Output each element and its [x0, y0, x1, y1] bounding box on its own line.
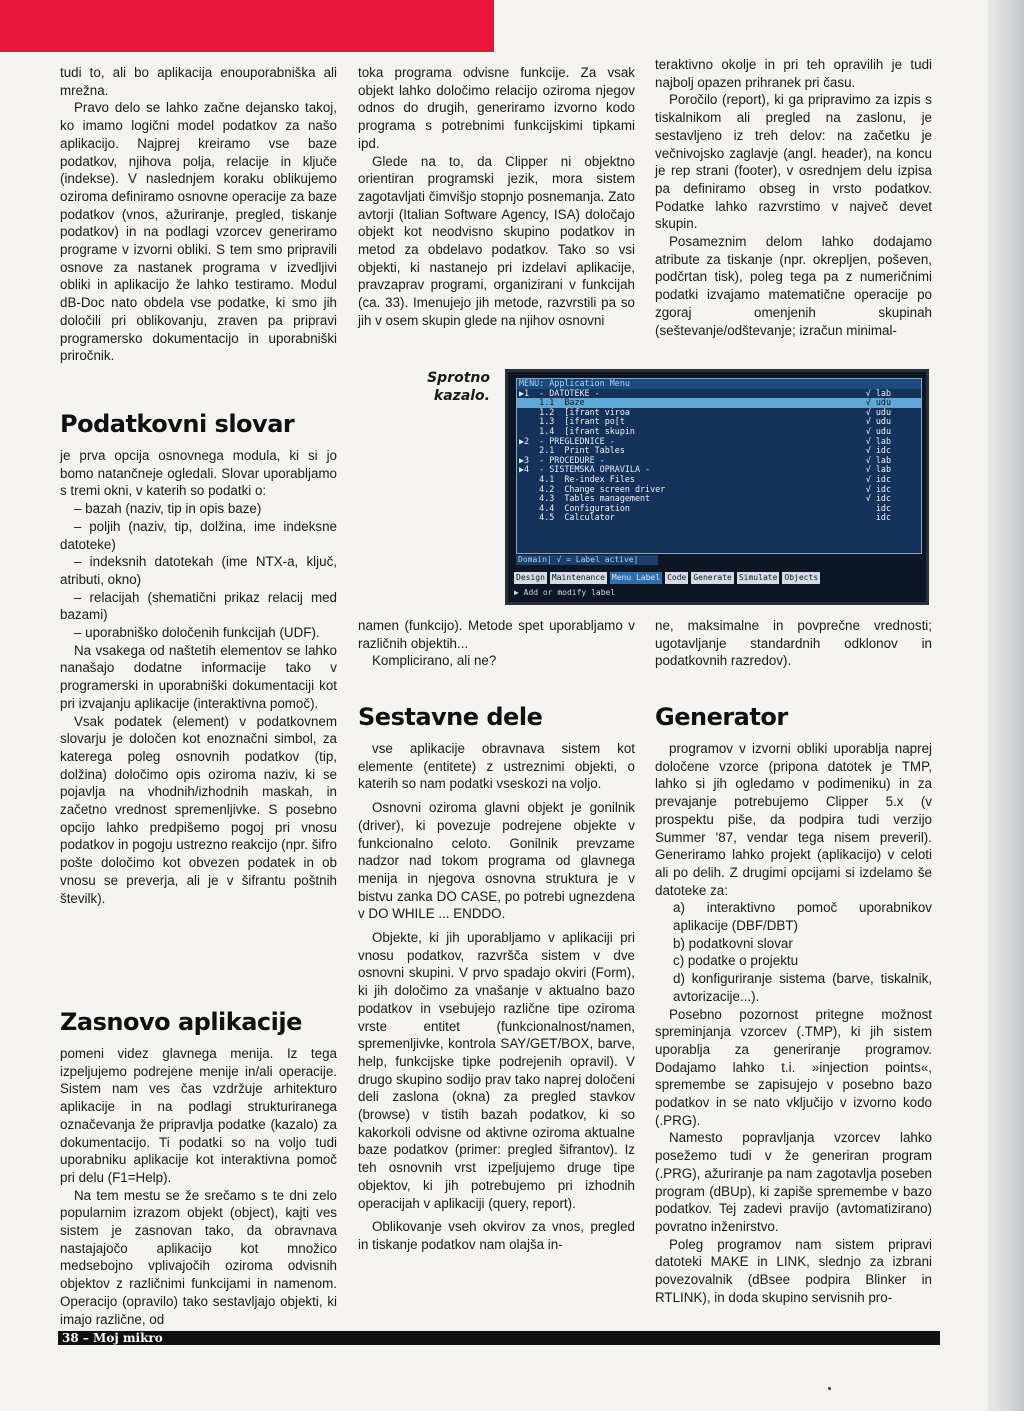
column-3-intro — [655, 56, 932, 339]
status-line: Domain| √ = Label active| — [516, 555, 658, 565]
paragraph: programov v izvorni obliki uporablja naprej določene vzorce (pripona datotek je TMP, lahko si jih ogledamo v podimeniku) in za prevajanje potrebujemo Clipper 5.x (v prospektu piše, da podpira tudi verzijo Summer '87, vendar tega nisem preveril). Generiramo lahko projekt (aplikacijo) v celoti ali po delih. Z drugimi opcijami si izdelamo še datoteke za: — [655, 741, 932, 898]
paragraph: Objekte, ki jih uporabljamo v aplikaciji pri vnosu podatkov, razvršča sistem v dve osnovni skupini. V prvo spadajo okviri (Form), ki jih določimo za vnašanje v aktualno bazo podatkov in vsebujejo različne tipe oziroma vrste entitet (funkcionalnost/namen, spremenljivke, kontrola SAY/GET/BOX, barve, help, funkcijske tipke podrejenih opravil). V drugo skupino sodijo prav tako naprej določeni deli zaslona (okna) za pregled stavkov (browse) v tistih bazah podatkov, ki so kakorkoli odvisne od aktivne oziroma aktualne baze podatkov (primer: pregled šifrantov). Iz teh osnovnih vrst izpeljujemo druge tipe objektov, ki jih potrebujemo pri izhodnih operacijah v aplikaciji (query, report). — [358, 930, 635, 1211]
paragraph: – poljih (naziv, tip, dolžina, ime indeksne datoteke) — [60, 518, 337, 552]
tab-menu-label[interactable]: Menu Label — [611, 573, 661, 582]
paragraph: Osnovni oziroma glavni objekt je gonilnik (driver), ki povezuje podrejene objekte v funkcionalno celoto. Gonilnik prevzame nadzor nad tokom programa od glavnega menija in njegova osnovna struktura je v bistvu zanka DO CASE, po potrebi ugnezdena v DO WHILE ... ENDDO. — [358, 800, 635, 922]
menu-item-label: 1.2 [ifrant viroa — [519, 406, 630, 417]
paragraph: Poročilo (report), ki ga pripravimo za izpis s tiskalnikom ali pregled na zaslonu, je sestavljeno iz treh delov: na začetku je večnivojsko zaglavje (angl. header), na koncu je rep strani (footer), v osrednjem delu izpisa pa definiramo obseg in vrsto podatkov. Podatke lahko razvrstimo v največ devet skupin. — [655, 92, 932, 232]
paragraph: pomeni videz glavnega menija. Iz tega izpeljujemo podrejene menije in/ali operacije. Sistem nam ves čas vzdržuje arhitekturo aplikacije in na podlagi strukturiranega označevanja že pripravlja podatke (kazalo) za dokumentacijo. Ti podatki so na voljo tudi uporabniku aplikacije kot interaktivna pomoč pri delu (F1=Help). — [60, 1046, 337, 1185]
menu-item-flag: √ udu — [865, 425, 891, 436]
column-2-sestavne — [358, 740, 635, 1254]
page-footer: 38 – Moj mikro — [62, 1331, 163, 1345]
paragraph: Na vsakega od naštetih elementov se lahko nanašajo dodatne informacije tako v programerski in uporabniški dokumentaciji kot pri izvajanju aplikacije (interaktivna pomoč). — [60, 642, 337, 711]
menu-item-label: ▶4 - SISTEMSKA OPRAVILA - — [519, 464, 651, 475]
menu-item-flag: √ lab — [865, 387, 891, 398]
footer-bar — [58, 1331, 940, 1345]
menu-item-flag: √ udu — [865, 406, 891, 417]
column-2-middle — [358, 617, 635, 670]
tab-code[interactable]: Code — [667, 573, 687, 582]
paragraph: – indeksnih datotekah (ime NTX-a, ključ, atributi, okno) — [60, 554, 337, 587]
tab-generate[interactable]: Generate — [693, 573, 732, 582]
paragraph: Poleg programov nam sistem pripravi datoteki MAKE in LINK, slednjo za izbrani povezovalnik (dBsee podpira Blinker in RTLINK), in doda skupino servisnih pro- — [655, 1236, 932, 1305]
menu-title: MENU: Application Menu — [517, 379, 921, 389]
menu-item-label: 4.1 Re-index Files — [519, 473, 635, 484]
menu-item-label: 4.5 Calculator — [519, 512, 615, 523]
menu-item-flag: √ lab — [865, 464, 891, 475]
paragraph: vse aplikacije obravnava sistem kot elemente (entitete) z ustreznimi objekti, o katerih so nam podatki vseskozi na voljo. — [358, 741, 635, 792]
red-header-band — [0, 0, 494, 52]
paragraph: – uporabniško določenih funkcijah (UDF). — [74, 625, 320, 641]
menu-item-flag: √ lab — [865, 435, 891, 446]
hint-line: ▶ Add or modify label — [514, 588, 616, 597]
menu-item-flag: √ idc — [865, 473, 891, 484]
tab-objects[interactable]: Objects — [784, 573, 819, 582]
menu-item-label: 2.1 Print Tables — [519, 445, 625, 456]
heading-generator: Generator — [655, 703, 788, 731]
paragraph: Na tem mestu se že srečamo s te dni zelo popularnim izrazom objekt (object), kajti ves sistem je zasnovan tako, da obravnava nastajajočo aplikacijo kot množico medsebojno vplivajočih oziroma odvisnih objektov z različnimi funkcijami in namenom. Operacijo (opravilo) tako sestavljajo objekti, ki imajo različne, od — [60, 1187, 337, 1327]
paragraph: namen (funkcijo). Metode spet uporabljamo v različnih objektih... — [358, 618, 635, 651]
menu-item-flag: √ udu — [865, 416, 891, 427]
heading-zasnovo-aplikacije: Zasnovo aplikacije — [60, 1008, 302, 1036]
paragraph: je prva opcija osnovnega modula, ki si jo bomo natančneje ogledali. Slovar uporabljamo s tremi okni, v katerih so podatki o: — [60, 448, 337, 499]
menu-item-label: 4.3 Tables management — [519, 493, 651, 504]
menu-item-label: ▶1 - DATOTEKE - — [519, 387, 600, 398]
tab-design[interactable]: Design — [516, 573, 545, 582]
menu-item-label: 4.2 Change screen driver — [519, 483, 666, 494]
paragraph: tudi to, ali bo aplikacija enouporabniška ali mrežna. — [60, 65, 337, 98]
page-edge — [988, 0, 1024, 1411]
menu-item-flag: √ idc — [865, 493, 891, 504]
tab-maintenance[interactable]: Maintenance — [551, 573, 605, 582]
paragraph: b) podatkovni slovar — [673, 935, 793, 951]
function-tabs — [514, 572, 820, 584]
column-1-slovar — [60, 447, 337, 907]
paragraph: Posameznim delom lahko dodajamo atribute za tiskanje (npr. okrepljen, poševen, podčrtan tisk), poleg tega pa z numeričnimi podatki izvajamo matematične operacije po zgoraj omenjenih skupinah (seštevanje/odštevanje; izračun minimal- — [655, 234, 932, 338]
menu-item[interactable] — [517, 513, 921, 523]
column-1-intro — [60, 64, 337, 365]
menu-item-label: 1.3 [ifrant po[t — [519, 416, 625, 427]
paragraph: Glede na to, da Clipper ni objektno orientiran programski jezik, mora sistem zagotavljati čimvišjo stopnjo posnemanja. Zato avtorji (Italian Software Agency, ISA) določajo objekt kot neodvisno skupino podatkov in metod za obdelavo podatkov. Tako so vsi objekti, ki nastanejo pri izdelavi aplikacije, pravzaprav programi, organizirani v funkcijah (ca. 33). Imenujejo jih metode, razvrstili pa so jih v osem skupin glede na njihov osnovni — [358, 153, 635, 328]
paragraph: d) konfiguriranje sistema (barve, tiskalnik, avtorizacije...). — [673, 971, 932, 1004]
menu-item-label: ▶2 - PREGLEDNICE - — [519, 435, 615, 446]
menu-item-flag: √ idc — [865, 445, 891, 456]
app-menu-window — [516, 378, 922, 554]
menu-item-flag: idc — [875, 512, 891, 523]
paragraph: Komplicirano, ali ne? — [372, 653, 497, 669]
menu-item-label: 1.1 Baze — [519, 397, 585, 408]
paragraph: teraktivno okolje in pri teh opravilih je tudi najbolj opazen prihranek pri času. — [655, 57, 932, 90]
tab-simulate[interactable]: Simulate — [738, 573, 778, 582]
paragraph: Oblikovanje vseh okvirov za vnos, pregled in tiskanje podatkov nam olajša in- — [358, 1219, 635, 1252]
paragraph: – bazah (naziv, tip in opis baze) — [74, 501, 262, 517]
heading-podatkovni-slovar: Podatkovni slovar — [60, 410, 295, 438]
column-3-generator — [655, 740, 932, 1307]
paragraph: Pravo delo se lahko začne dejansko takoj, ko imamo logični model podatkov za našo aplikacijo. Najprej kreiramo vse baze podatkov, njihova polja, relacije in ključe (indekse). V naslednjem koraku oblikujemo oziroma definiramo osnovne operacije za baze podatkov (vnos, ažuriranje, pregled, tiskanje podatkov) in na podlagi vzorcev generiramo programe v izvorni obliki. S tem smo pripravili osnove za nastanek programa v izvedljivi obliki in aplikacijo že lahko testiramo. Modul dB-Doc nato obdela vse podatke, ki smo jih določili pri oblikovanju, zraven pa pripravi programersko dokumentacijo in uporabniški priročnik. — [60, 100, 337, 364]
paragraph: c) podatke o projektu — [673, 953, 799, 969]
menu-item-flag: √ idc — [865, 483, 891, 494]
speck — [828, 1387, 831, 1390]
menu-item-label: 1.4 [ifrant skupin — [519, 425, 635, 436]
paragraph: ne, maksimalne in povprečne vrednosti; ugotavljanje standardnih odklonov in podatkovnih razredov). — [655, 618, 932, 669]
column-1-zasnova — [60, 1045, 337, 1328]
column-2-intro — [358, 64, 635, 330]
menu-item-label: ▶3 - PROCEDURE - — [519, 454, 605, 465]
paragraph: toka programa odvisne funkcije. Za vsak objekt lahko določimo relacijo oziroma njegov odnos do drugih, generiramo izvorno kodo programa s potrebnimi funkcijskimi tipkami ipd. — [358, 65, 635, 151]
menu-item-flag: √ lab — [865, 454, 891, 465]
screenshot-figure — [505, 369, 929, 605]
paragraph: a) interaktivno pomoč uporabnikov aplikacije (DBF/DBT) — [673, 900, 932, 934]
menu-item-flag: idc — [875, 502, 891, 513]
heading-sestavne-dele: Sestavne dele — [358, 703, 543, 731]
paragraph: Namesto popravljanja vzorcev lahko posežemo tudi v že generiran program (.PRG), ažuriranje pa nam zagotavlja poseben program (dBUp), ki zapiše spremembe v bazo podatkov. Tej zadevi pravijo (avtomatizirano) povratno inženirstvo. — [655, 1130, 932, 1234]
menu-item-flag: √ udu — [865, 397, 891, 408]
figure-caption: Sprotno kazalo. — [427, 370, 490, 404]
paragraph: Posebno pozornost pritegne možnost spreminjanja vzorcev (.TMP), ki jih sistem uporablja za generiranje programov. Dodajamo lahko t.i. »injection points«, spremembe se zapisujejo v posebno bazo podatkov in se nato vključijo v izvorno kodo (.PRG). — [655, 1006, 932, 1128]
paragraph: Vsak podatek (element) v podatkovnem slovarju je določen kot enoznačni simbol, za katerega poleg osnovnih podatkov (tip, dolžina) določimo opis oziroma naziv, ki se pojavlja na vhodnih/izhodnih maskah, in začetno vrednost spremenljivke. S posebno opcijo lahko predpišemo pogoj pri vnosu podatkov in pogoju ustrezno reakcijo (npr. šifro pošte določimo kot obvezen podatek in ob vnosu se preverja, ali je v šifrantu poštnih številk). — [60, 713, 337, 906]
paragraph: – relacijah (shematični prikaz relacij med bazami) — [60, 589, 337, 623]
menu-item-label: 4.4 Configuration — [519, 502, 630, 513]
column-3-middle — [655, 617, 932, 670]
